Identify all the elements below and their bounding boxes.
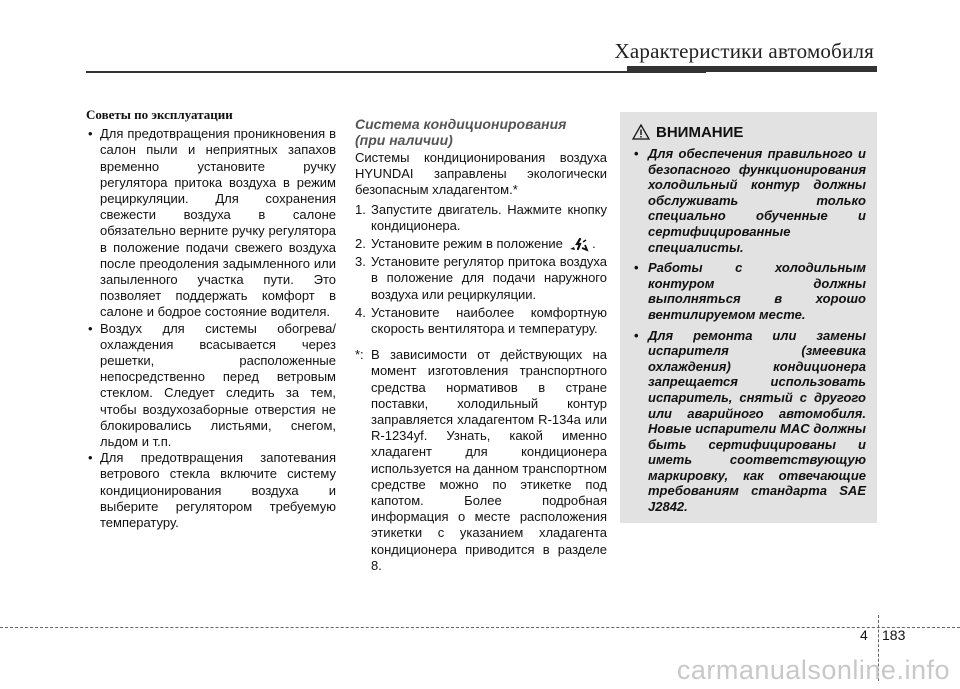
ac-column — [355, 116, 607, 574]
ac-step-text: Установите наиболее комфортную скорость вентилятора и температуру. — [371, 304, 607, 337]
ac-intro: Системы кондиционирования воздуха HYUNDAI заправлены экологически безопасным хладагентом.* — [355, 150, 607, 198]
tips-bullet: • Для предотвращения проникновения в салон пыли и неприятных запахов временно установите ручку регулятора притока воздуха в режим рециркуляции. Для сохранения свежести воздуха в салоне обязательно верните ручку регулятора в положение подачи свежего воздуха после преодоления задымленного или запыленного участка пути. Это позволяет поддержать комфорт в салоне и бодрое состояние водителя. — [86, 126, 336, 320]
footer-dashed-rule — [0, 627, 960, 628]
refrigerant-note — [355, 347, 607, 574]
ac-step-number: 2. — [355, 236, 366, 252]
ac-step — [355, 202, 607, 234]
ac-step-number: 1. — [355, 201, 366, 217]
ac-step — [355, 254, 607, 303]
note-marker: *: — [355, 347, 364, 363]
ac-heading — [355, 116, 607, 148]
warning-item: • Для ремонта или замены испарителя (змеевика охлаждения) кондиционера запрещается использовать испаритель, снятый с другого или аварийного автомобиля. Новые испарители MAC должны быть сертифицированы и иметь соответствующую маркировку, как отвечающие требованиям стандарта SAE J2842. — [634, 328, 866, 515]
warning-title: ВНИМАНИЕ — [656, 123, 744, 141]
chapter-number: 4 — [860, 627, 868, 643]
ac-step-number: 3. — [355, 254, 366, 270]
page-header-title: Характеристики автомобиля — [614, 39, 874, 63]
header-rule — [86, 71, 706, 73]
ac-step-text: Установите регулятор притока воздуха в положение для подачи наружного воздуха или рециркуляции. — [371, 254, 607, 302]
tips-heading: Советы по эксплуатации — [86, 107, 233, 122]
ac-step — [355, 305, 607, 337]
warning-triangle-icon — [632, 124, 650, 140]
ac-step-text: Запустите двигатель. Нажмите кнопку кондиционера. — [371, 201, 607, 233]
ac-heading-title: Система кондиционирования — [355, 116, 567, 132]
tips-bullet: • Воздух для системы обогрева/охлаждения всасывается через решетки, расположенные непосредственно перед ветровым стеклом. Следует следить за тем, чтобы воздухозаборные отверстия не блокировались листьями, снегом, льдом и т.п. — [86, 321, 336, 451]
header-rule-accent — [627, 66, 877, 72]
tips-column — [86, 107, 336, 531]
page-number: 183 — [882, 627, 906, 643]
floor-mode-icon — [567, 238, 589, 252]
watermark: carmanualsonline.info — [676, 655, 950, 685]
ac-step-number: 4. — [355, 304, 366, 320]
ac-heading-note: (при наличии) — [355, 132, 453, 148]
note-text: В зависимости от действующих на момент изготовления транспортного средства нормативов в стране поставки, холодильный контур заправляется хладагентом R-134a или R-1234yf. Узнать, какой именно хладагент для кондиционера используется на данном транспортном средстве можно по этикетке под капотом. Более подробная информация о месте расположения этикетки с указанием хладагента кондиционера приводится в разделе 8. — [371, 347, 607, 573]
warning-box — [620, 112, 877, 523]
warning-item: • Для обеспечения правильного и безопасного функционирования холодильный контур должны обслуживать только специально обученные и сертифицированные специалисты. — [634, 146, 866, 255]
ac-step-suffix: . — [592, 236, 596, 252]
ac-step-text: Установите режим в положение — [371, 236, 563, 252]
warning-list — [634, 146, 866, 520]
tips-bullet: • Для предотвращения запотевания ветрового стекла включите систему кондиционирования воздуха и выберите регулятором требуемую температуру. — [86, 450, 336, 531]
ac-step — [355, 236, 607, 252]
warning-item: • Работы с холодильным контуром должны выполняться в хорошо вентилируемом месте. — [634, 260, 866, 322]
warning-header — [632, 122, 743, 142]
